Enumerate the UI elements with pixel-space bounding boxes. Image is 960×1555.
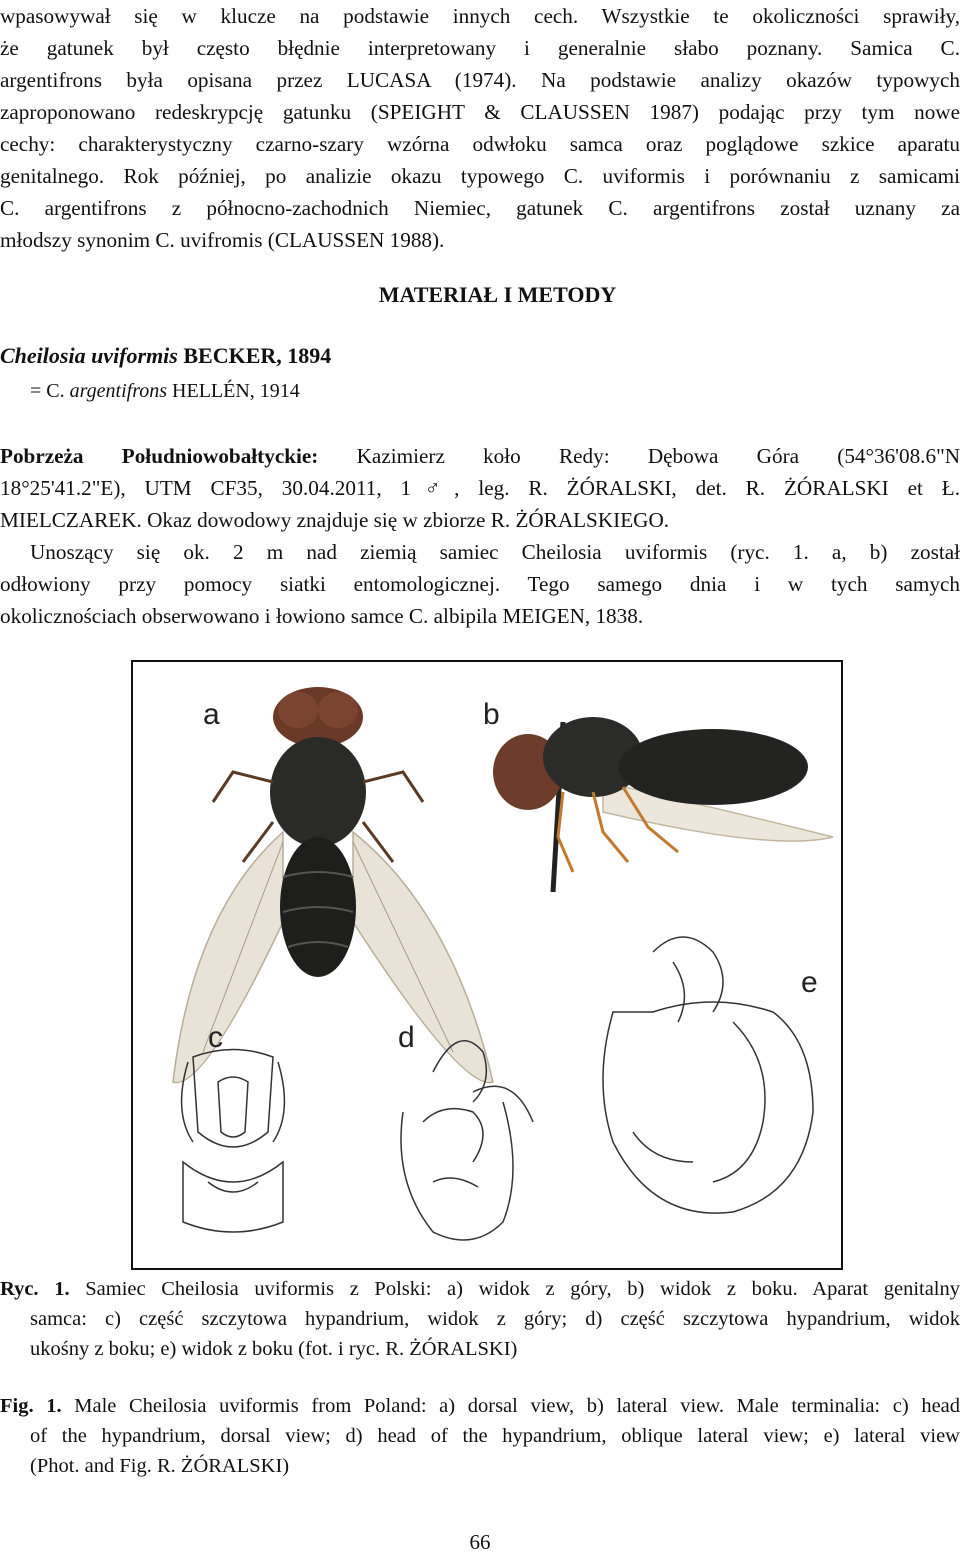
fly-lateral-photo <box>493 717 833 892</box>
figure-plate <box>133 662 841 1268</box>
panel-label-b: b <box>483 698 500 731</box>
observation-line: okolicznościach obserwowano i łowiono samce C. albipila MEIGEN, 1838. <box>0 604 644 628</box>
figure-1 <box>131 660 843 1270</box>
species-name: Cheilosia uviformis <box>0 343 178 368</box>
intro-line: argentifrons była opisana przez LUCASA (1974). Na podstawie analizy okazów typowych <box>0 68 960 92</box>
caption-text: Male Cheilosia uviformis from Poland: a) dorsal view, b) lateral view. Male terminalia: c) head <box>74 1395 960 1417</box>
caption-line <box>0 1391 960 1421</box>
caption-label: Fig. 1. <box>0 1395 62 1417</box>
intro-line: zaproponowano redeskrypcję gatunku (SPEIGHT & CLAUSSEN 1987) podając przy tym nowe <box>0 100 960 124</box>
observation-line: Unoszący się ok. 2 m nad ziemią samiec Cheilosia uviformis (ryc. 1. a, b) został <box>30 540 960 564</box>
synonym-prefix: = C. <box>30 380 70 402</box>
drawing-c <box>182 1050 285 1233</box>
caption-line: samca: c) część szczytowa hypandrium, widok z góry; d) część szczytowa hypandrium, widok <box>30 1308 960 1330</box>
intro-line: C. argentifrons z północno-zachodnich Niemiec, gatunek C. argentifrons został uznany za <box>0 196 960 220</box>
intro-line: młodszy synonim C. uvifromis (CLAUSSEN 1988). <box>0 228 445 252</box>
caption-line <box>0 1274 960 1304</box>
material-region: Pobrzeża Południowobałtyckie: <box>0 444 319 468</box>
synonym-name: argentifrons <box>69 380 168 402</box>
synonym-author: HELLÉN, 1914 <box>172 380 300 402</box>
caption-text: Samiec Cheilosia uviformis z Polski: a) widok z góry, b) widok z boku. Aparat genitalny <box>85 1278 960 1300</box>
species-header <box>0 343 331 369</box>
material-paragraph <box>0 440 960 632</box>
intro-line: genitalnego. Rok później, po analizie okazu typowego C. uviformis i porównaniu z samicami <box>0 164 960 188</box>
caption-line: of the hypandrium, dorsal view; d) head of the hypandrium, oblique lateral view; e) lateral view <box>30 1425 960 1447</box>
panel-label-a: a <box>203 698 220 731</box>
drawing-e <box>603 937 813 1213</box>
intro-paragraph <box>0 0 960 256</box>
section-heading: MATERIAŁ I METODY <box>378 282 617 307</box>
caption-label: Ryc. 1. <box>0 1278 70 1300</box>
material-line <box>0 440 960 472</box>
caption-line: (Phot. and Fig. R. ŻÓRALSKI) <box>30 1455 290 1477</box>
species-synonym <box>30 380 300 403</box>
caption-polish <box>0 1274 960 1364</box>
intro-line: że gatunek był często błędnie interpretowany i generalnie słabo poznany. Samica C. <box>0 36 960 60</box>
panel-label-e: e <box>801 966 818 999</box>
observation-line: odłowiony przy pomocy siatki entomologicznej. Tego samego dnia i w tych samych <box>0 572 960 596</box>
material-line: MIELCZAREK. Okaz dowodowy znajduje się w zbiorze R. ŻÓRALSKIEGO. <box>0 508 670 532</box>
intro-line: cechy: charakterystyczny czarno-szary wzórna odwłoku samca oraz poglądowe szkice aparatu <box>0 132 960 156</box>
species-author: BECKER, 1894 <box>183 343 332 368</box>
caption-english <box>0 1391 960 1481</box>
caption-line: ukośny z boku; e) widok z boku (fot. i ryc. R. ŻÓRALSKI) <box>30 1338 518 1360</box>
panel-label-d: d <box>398 1021 415 1054</box>
material-locality: Kazimierz koło Redy: Dębowa Góra (54°36'08.6"N <box>356 444 960 468</box>
material-line: 18°25'41.2"E), UTM CF35, 30.04.2011, 1♂, leg. R. ŻÓRALSKI, det. R. ŻÓRALSKI et Ł. <box>0 476 960 500</box>
page-number: 66 <box>469 1530 491 1554</box>
panel-label-c: c <box>208 1021 223 1054</box>
intro-line: wpasowywał się w klucze na podstawie innych cech. Wszystkie te okoliczności sprawiły, <box>0 4 960 28</box>
